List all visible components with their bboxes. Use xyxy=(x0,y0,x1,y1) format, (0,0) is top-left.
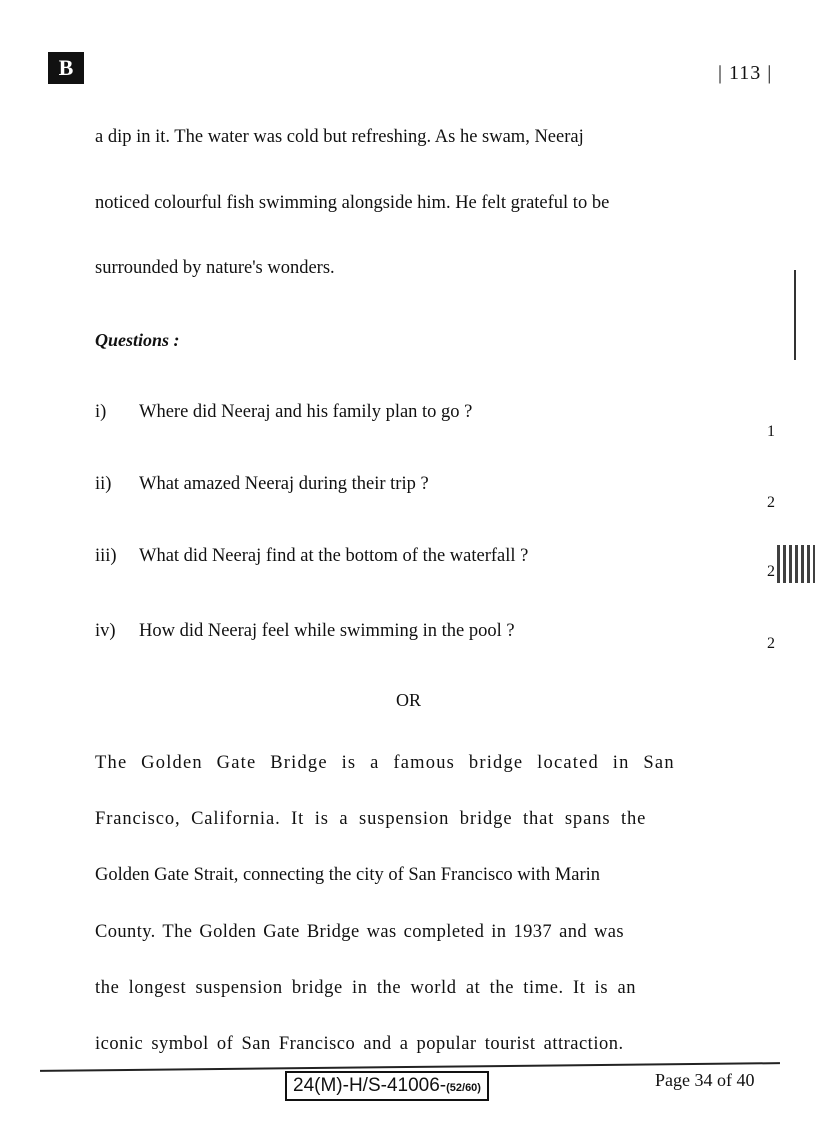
page-number: Page 34 of 40 xyxy=(655,1070,755,1090)
passage-line: noticed colourful fish swimming alongside him. He felt grateful to be xyxy=(95,193,610,213)
passage-line: the longest suspension bridge in the world at the time. It is an xyxy=(95,978,637,998)
question-marks: 2 xyxy=(767,635,775,652)
passage-line: The Golden Gate Bridge is a famous bridge located in San xyxy=(95,753,675,773)
questions-heading: Questions : xyxy=(95,330,180,350)
section-badge: B xyxy=(48,52,84,84)
question-text: What amazed Neeraj during their trip ? xyxy=(139,474,429,494)
qr-code-icon xyxy=(777,545,815,583)
question-marks: 1 xyxy=(767,423,775,440)
paper-code-text: 24(M)-H/S-41006- xyxy=(293,1075,447,1096)
question-item xyxy=(95,474,429,495)
page-marker: | 113 | xyxy=(718,62,773,84)
question-marks: 2 xyxy=(767,494,775,511)
passage-line: Golden Gate Strait, connecting the city of San Francisco with Marin xyxy=(95,865,601,885)
passage-line: County. The Golden Gate Bridge was completed in 1937 and was xyxy=(95,922,625,942)
question-number: ii) xyxy=(95,474,112,494)
paper-code xyxy=(285,1071,489,1101)
question-item xyxy=(95,621,515,642)
paper-code-suffix: (52/60) xyxy=(446,1082,481,1094)
question-item xyxy=(95,546,528,567)
question-marks: 2 xyxy=(767,563,775,580)
question-number: iv) xyxy=(95,621,116,641)
question-number: iii) xyxy=(95,546,117,566)
passage-line: iconic symbol of San Francisco and a popular tourist attraction. xyxy=(95,1034,624,1054)
question-text: How did Neeraj feel while swimming in the pool ? xyxy=(139,621,515,641)
question-text: What did Neeraj find at the bottom of the waterfall ? xyxy=(139,546,529,566)
page-marker-number: 113 xyxy=(729,62,762,84)
passage-line: Francisco, California. It is a suspension bridge that spans the xyxy=(95,809,647,829)
passage-line: surrounded by nature's wonders. xyxy=(95,258,335,278)
question-text: Where did Neeraj and his family plan to go ? xyxy=(139,402,473,422)
question-item xyxy=(95,402,472,423)
or-separator: OR xyxy=(396,690,422,710)
passage-line: a dip in it. The water was cold but refreshing. As he swam, Neeraj xyxy=(95,127,584,147)
margin-line xyxy=(794,270,796,360)
question-number: i) xyxy=(95,402,107,422)
